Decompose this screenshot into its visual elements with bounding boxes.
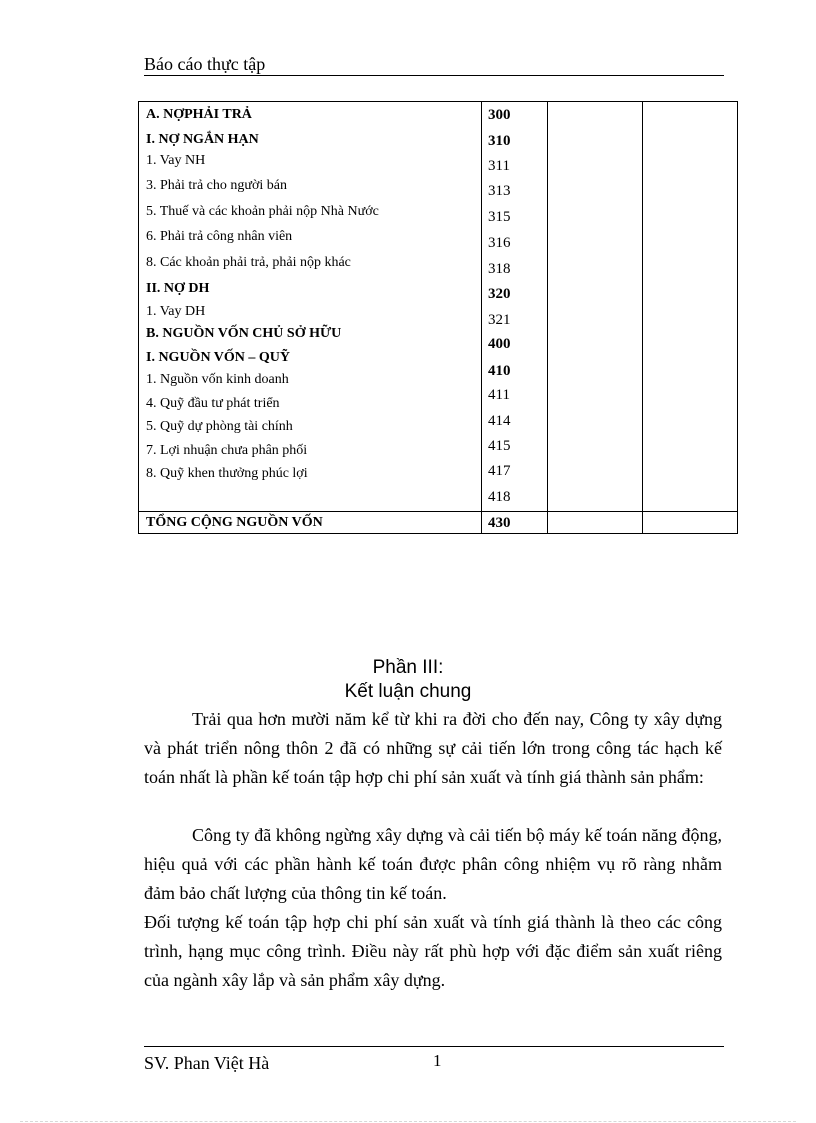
conclusion-paragraph-3: Đối tượng kế toán tập hợp chi phí sản xuất và tính giá thành là theo các công trình, hạng mục công trình. Điều này rất phù hợp với đặc điểm sản xuất riêng của ngành xây lắp và sản phẩm xây dựng.: [144, 912, 722, 990]
table-row-label: 1. Vay DH: [146, 304, 206, 319]
table-row-label: 4. Quỹ đầu tư phát triển: [146, 396, 280, 411]
table-row-code: 311: [488, 158, 510, 174]
column-divider: [547, 102, 548, 533]
section-title: Kết luận chung: [344, 681, 472, 702]
table-row-label: 8. Quỹ khen thưởng phúc lợi: [146, 466, 308, 481]
table-row-label: 1. Vay NH: [146, 153, 206, 168]
table-row-label: 6. Phải trả công nhân viên: [146, 229, 293, 244]
table-row-label: I. NGUỒN VỐN – QUỸ: [146, 350, 291, 365]
table-row-code: 310: [488, 133, 511, 149]
column-divider: [642, 102, 643, 533]
table-row-label: 5. Quỹ dự phòng tài chính: [146, 419, 293, 434]
table-row-code: 313: [488, 183, 511, 199]
table-row-code: 316: [488, 235, 511, 251]
table-row-code: 321: [488, 312, 511, 328]
table-row-label: A. NỢPHẢI TRẢ: [146, 107, 252, 122]
table-row-code: 414: [488, 413, 511, 429]
table-row-code: 318: [488, 261, 511, 277]
column-divider: [481, 102, 482, 533]
table-row-label: 1. Nguồn vốn kinh doanh: [146, 372, 289, 387]
total-label: TỔNG CỘNG NGUỒN VỐN: [146, 515, 323, 530]
table-row-label: 3. Phải trả cho người bán: [146, 178, 287, 193]
section-part-number: Phần III:: [372, 657, 444, 678]
footer-page-number: 1: [433, 1051, 442, 1070]
table-row-code: 315: [488, 209, 511, 225]
footer-rule: [144, 1046, 724, 1047]
total-row-divider: [139, 511, 737, 512]
balance-sheet-table: [138, 101, 738, 534]
footer-author: SV. Phan Việt Hà: [144, 1053, 270, 1073]
conclusion-paragraph-1: Trải qua hơn mười năm kể từ khi ra đời cho đến nay, Công ty xây dựng và phát triển nông thôn 2 đã có những sự cải tiến lớn trong công tác hạch kế toán nhất là phần kế toán tập hợp chi phí sản xuất và tính giá thành sản phẩm:: [144, 709, 722, 787]
table-row-code: 410: [488, 363, 511, 379]
table-row-code: 411: [488, 387, 510, 403]
table-row-label: B. NGUỒN VỐN CHỦ SỞ HỮU: [146, 326, 342, 341]
total-code: 430: [488, 515, 511, 531]
table-row-code: 417: [488, 463, 511, 479]
page-header-title: Báo cáo thực tập: [144, 54, 266, 74]
table-row-code: 300: [488, 107, 511, 123]
table-row-label: 5. Thuế và các khoản phải nộp Nhà Nước: [146, 204, 379, 219]
page-boundary: [20, 1121, 796, 1122]
table-row-label: 8. Các khoản phải trả, phải nộp khác: [146, 255, 351, 270]
table-row-code: 400: [488, 336, 511, 352]
table-row-label: I. NỢ NGẮN HẠN: [146, 132, 259, 147]
table-row-code: 415: [488, 438, 511, 454]
table-row-label: 7. Lợi nhuận chưa phân phối: [146, 443, 308, 458]
table-row-code: 320: [488, 286, 511, 302]
table-row-label: II. NỢ DH: [146, 281, 210, 296]
conclusion-paragraph-2: Công ty đã không ngừng xây dựng và cải tiến bộ máy kế toán năng động, hiệu quả với các phần hành kế toán được phân công nhiệm vụ rõ ràng nhằm đảm bảo chất lượng của thông tin kế toán.: [144, 825, 722, 903]
table-row-code: 418: [488, 489, 511, 505]
header-rule: [144, 75, 724, 76]
